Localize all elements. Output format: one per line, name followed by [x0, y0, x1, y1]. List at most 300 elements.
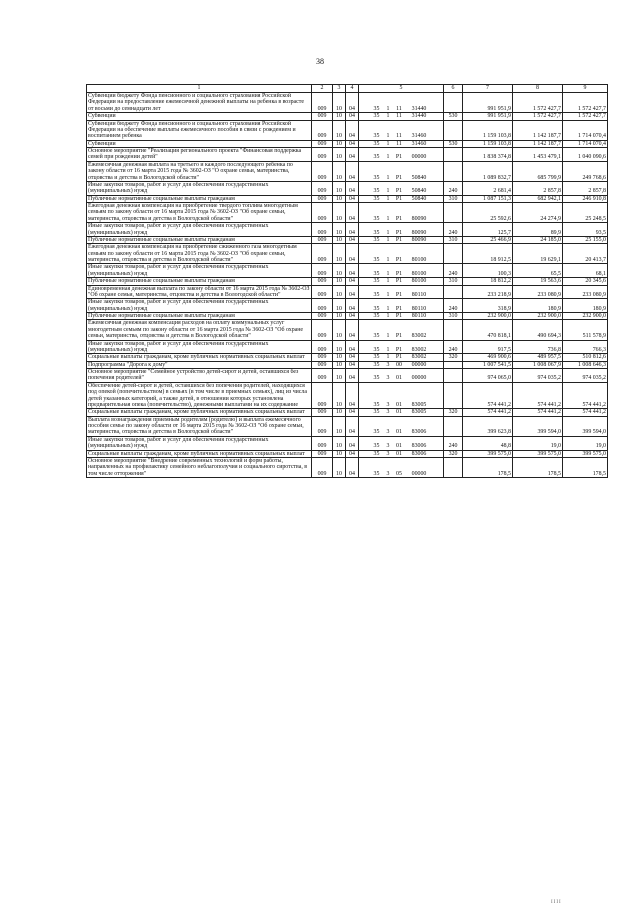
amount-year-3: 574 441,2: [563, 382, 608, 409]
amount-year-3: 178,5: [563, 457, 608, 477]
section-code: 10: [333, 382, 346, 409]
subsection-code: 04: [346, 223, 359, 237]
target-article-part: 83006: [411, 443, 427, 450]
row-name: Иные закупки товаров, работ и услуг для обеспечения государственных (муниципальных) нужд: [87, 340, 312, 354]
target-article-part: 80100: [411, 257, 427, 263]
table-row: [87, 120, 608, 140]
table-row: [87, 140, 608, 147]
expense-type-code: 310: [444, 313, 463, 320]
table-row: [87, 436, 608, 450]
amount-year-1: 574 441,2: [463, 382, 513, 409]
amount-year-2: 180,9: [513, 299, 563, 313]
table-row: [87, 416, 608, 436]
amount-year-3: 1 040 090,6: [563, 148, 608, 162]
subsection-code: 04: [346, 457, 359, 477]
section-code: 10: [333, 361, 346, 368]
amount-year-3: 1 008 646,3: [563, 361, 608, 368]
target-article-part: P1: [395, 215, 403, 222]
amount-year-3: 20 413,7: [563, 244, 608, 264]
expense-type-code: 240: [444, 223, 463, 237]
expense-type-code: [444, 93, 463, 113]
grbs-code: 009: [312, 354, 333, 361]
target-article-part: 35: [373, 278, 380, 285]
amount-year-2: 1 142 187,7: [513, 120, 563, 140]
target-article-code: [359, 120, 444, 140]
target-article-code: [359, 354, 444, 361]
target-article-part: 3: [386, 470, 390, 477]
target-article-part: 35: [373, 354, 380, 361]
target-article-part: 1: [386, 174, 390, 181]
subsection-code: 04: [346, 148, 359, 162]
target-article-code: [359, 416, 444, 436]
table-row: [87, 354, 608, 361]
target-article-part: P1: [395, 236, 403, 243]
grbs-code: 009: [312, 340, 333, 354]
table-row: [87, 244, 608, 264]
row-name: Единовременная денежная выплата по закону области от 16 марта 2015 года № 3602-ОЗ "Об охране семьи, материнства, отцовства и детства в Вологодской области": [87, 285, 312, 299]
target-article-part: 01: [396, 375, 402, 382]
expense-type-code: [444, 382, 463, 409]
expense-type-code: [444, 457, 463, 477]
target-article-part: 1: [386, 333, 390, 340]
amount-year-1: 1 087 151,3: [463, 195, 513, 202]
amount-year-2: 1 572 427,7: [513, 93, 563, 113]
target-article-part: 35: [373, 313, 380, 319]
grbs-code: 009: [312, 313, 333, 320]
target-article-part: 80090: [411, 215, 427, 222]
row-name: Иные закупки товаров, работ и услуг для обеспечения государственных (муниципальных) нужд: [87, 181, 312, 195]
expense-type-code: [444, 320, 463, 340]
column-header: 2: [312, 85, 333, 93]
subsection-code: 04: [346, 354, 359, 361]
grbs-code: 009: [312, 409, 333, 416]
table-row: [87, 113, 608, 120]
target-article-part: 35: [373, 291, 380, 298]
expense-type-code: 240: [444, 340, 463, 354]
amount-year-1: 18 912,5: [463, 244, 513, 264]
grbs-code: 009: [312, 140, 333, 147]
column-number-row: [87, 85, 608, 93]
target-article-part: 00000: [411, 470, 427, 477]
subsection-code: 04: [346, 264, 359, 278]
subsection-code: 04: [346, 416, 359, 436]
target-article-code: [359, 140, 444, 147]
section-code: 10: [333, 120, 346, 140]
target-article-part: 1: [386, 229, 390, 236]
column-header: 9: [563, 85, 608, 93]
target-article-part: 35: [373, 361, 380, 368]
target-article-part: 11: [396, 105, 402, 112]
expense-type-code: 310: [444, 236, 463, 243]
target-article-part: 1: [386, 140, 390, 147]
row-name: Публичные нормативные социальные выплаты гражданам: [87, 313, 312, 320]
target-article-part: 3: [386, 409, 390, 416]
table-row: [87, 450, 608, 457]
section-code: 10: [333, 416, 346, 436]
target-article-part: 35: [373, 113, 380, 120]
target-article-part: 11: [396, 140, 402, 147]
target-article-part: 50840: [411, 195, 427, 202]
section-code: 10: [333, 354, 346, 361]
target-article-part: 35: [373, 450, 380, 457]
expense-type-code: 320: [444, 409, 463, 416]
section-code: 10: [333, 264, 346, 278]
section-code: 10: [333, 278, 346, 285]
row-name: Ежемесячная денежная компенсация расходов на оплату коммунальных услуг многодетным семьям по закону области от 16 марта 2015 года № 3602-ОЗ "Об охране семьи, материнства, отцовства и детства в Вологодской области": [87, 320, 312, 340]
amount-year-1: 125,7: [463, 223, 513, 237]
subsection-code: 04: [346, 203, 359, 223]
target-article-code: [359, 361, 444, 368]
row-name: Публичные нормативные социальные выплаты гражданам: [87, 195, 312, 202]
grbs-code: 009: [312, 120, 333, 140]
amount-year-2: 19 563,6: [513, 278, 563, 285]
target-article-code: [359, 244, 444, 264]
table-row: [87, 93, 608, 113]
target-article-part: 3: [386, 450, 390, 457]
amount-year-3: 1 572 427,7: [563, 113, 608, 120]
amount-year-3: 246 910,8: [563, 195, 608, 202]
target-article-part: 35: [373, 305, 380, 312]
amount-year-1: 469 900,6: [463, 354, 513, 361]
amount-year-1: 917,5: [463, 340, 513, 354]
expense-type-code: [444, 203, 463, 223]
grbs-code: 009: [312, 93, 333, 113]
amount-year-1: 233 218,9: [463, 285, 513, 299]
target-article-code: [359, 299, 444, 313]
subsection-code: 04: [346, 195, 359, 202]
amount-year-1: 25 592,6: [463, 203, 513, 223]
amount-year-3: 249 768,6: [563, 161, 608, 181]
target-article-part: 3: [386, 429, 390, 436]
target-article-code: [359, 457, 444, 477]
section-code: 10: [333, 244, 346, 264]
amount-year-3: 511 578,9: [563, 320, 608, 340]
target-article-part: 35: [373, 346, 380, 353]
subsection-code: 04: [346, 93, 359, 113]
amount-year-3: 1 714 070,4: [563, 140, 608, 147]
target-article-part: 31460: [411, 140, 427, 147]
target-article-part: 1: [386, 105, 390, 112]
target-article-part: 3: [386, 443, 390, 450]
target-article-part: 00000: [411, 154, 427, 161]
grbs-code: 009: [312, 457, 333, 477]
table-row: [87, 236, 608, 243]
column-header: 4: [346, 85, 359, 93]
amount-year-3: 19,0: [563, 436, 608, 450]
subsection-code: 04: [346, 285, 359, 299]
grbs-code: 009: [312, 161, 333, 181]
table-row: [87, 223, 608, 237]
amount-year-2: 682 942,1: [513, 195, 563, 202]
expense-type-code: 240: [444, 181, 463, 195]
target-article-part: P1: [395, 354, 403, 361]
table-row: [87, 148, 608, 162]
target-article-part: P1: [395, 154, 403, 161]
amount-year-3: 233 080,9: [563, 285, 608, 299]
amount-year-2: 24 274,9: [513, 203, 563, 223]
target-article-part: 3: [386, 401, 390, 408]
amount-year-3: 974 035,2: [563, 369, 608, 383]
amount-year-3: 1 572 427,7: [563, 93, 608, 113]
amount-year-3: 25 248,5: [563, 203, 608, 223]
section-code: 10: [333, 320, 346, 340]
target-article-part: 31440: [411, 105, 427, 112]
expense-type-code: [444, 244, 463, 264]
target-article-part: 35: [373, 105, 380, 112]
target-article-code: [359, 161, 444, 181]
target-article-part: 80110: [411, 291, 427, 298]
target-article-code: [359, 236, 444, 243]
table-row: [87, 320, 608, 340]
target-article-part: 35: [373, 188, 380, 195]
expense-type-code: 240: [444, 436, 463, 450]
expense-type-code: [444, 416, 463, 436]
expense-type-code: 240: [444, 299, 463, 313]
target-article-part: 35: [373, 401, 380, 408]
expense-type-code: 320: [444, 450, 463, 457]
grbs-code: 009: [312, 416, 333, 436]
target-article-part: P1: [395, 278, 403, 285]
target-article-part: P1: [395, 174, 403, 181]
subsection-code: 04: [346, 140, 359, 147]
target-article-part: 05: [396, 470, 402, 477]
row-name: Субвенции бюджету Фонда пенсионного и социального страхования Российской Федерации на обеспечение выплаты ежемесячного пособия в связи с рождением и воспитанием ребенка: [87, 120, 312, 140]
row-name: Ежегодная денежная компенсация на приобретение твердого топлива многодетным семьям по закону области от 16 марта 2015 года № 3602-ОЗ "Об охране семьи, материнства, отцовства и детства в Вологодской области": [87, 203, 312, 223]
target-article-part: 83006: [411, 429, 427, 436]
section-code: 10: [333, 409, 346, 416]
amount-year-1: 18 812,2: [463, 278, 513, 285]
row-name: Ежегодная денежная компенсация на приобретение сжиженного газа многодетным семьям по закону области от 16 марта 2015 года № 3602-ОЗ "Об охране семьи, материнства, отцовства и детства в Вологодской области": [87, 244, 312, 264]
table-row: [87, 313, 608, 320]
amount-year-2: 974 035,2: [513, 369, 563, 383]
target-article-code: [359, 93, 444, 113]
grbs-code: 009: [312, 223, 333, 237]
amount-year-2: 24 185,0: [513, 236, 563, 243]
amount-year-3: 68,1: [563, 264, 608, 278]
target-article-part: P1: [395, 313, 403, 319]
expense-type-code: [444, 361, 463, 368]
table-row: [87, 369, 608, 383]
target-article-part: 50840: [411, 174, 427, 181]
target-article-part: 80100: [411, 270, 427, 277]
subsection-code: 04: [346, 382, 359, 409]
target-article-part: 1: [386, 133, 390, 140]
subsection-code: 04: [346, 120, 359, 140]
target-article-part: P1: [395, 270, 403, 277]
amount-year-2: 65,5: [513, 264, 563, 278]
target-article-part: 3: [386, 375, 390, 382]
target-article-part: 83005: [411, 401, 427, 408]
row-name: Социальные выплаты гражданам, кроме публичных нормативных социальных выплат: [87, 409, 312, 416]
amount-year-3: 1 714 070,4: [563, 120, 608, 140]
target-article-part: 83002: [411, 346, 427, 353]
table-row: [87, 285, 608, 299]
row-name: Выплата вознаграждения приемным родителям (родителю) и выплата ежемесячного пособия семье по закону области от 16 марта 2015 года № 3602-ОЗ "Об охране семьи, материнства, отцовства и детства в Вологодской области": [87, 416, 312, 436]
target-article-part: 80110: [411, 305, 427, 312]
subsection-code: 04: [346, 244, 359, 264]
amount-year-1: 574 441,2: [463, 409, 513, 416]
amount-year-3: 2 857,8: [563, 181, 608, 195]
target-article-part: 1: [386, 278, 390, 285]
subsection-code: 04: [346, 299, 359, 313]
row-name: Социальные выплаты гражданам, кроме публичных нормативных социальных выплат: [87, 450, 312, 457]
grbs-code: 009: [312, 450, 333, 457]
subsection-code: 04: [346, 361, 359, 368]
amount-year-1: 991 951,9: [463, 93, 513, 113]
grbs-code: 009: [312, 285, 333, 299]
section-code: 10: [333, 236, 346, 243]
target-article-part: 35: [373, 429, 380, 436]
amount-year-2: 232 900,0: [513, 313, 563, 320]
amount-year-1: 399 623,8: [463, 416, 513, 436]
row-name: Основное мероприятие "Реализация регионального проекта "Финансовая поддержка семей при рождении детей": [87, 148, 312, 162]
section-code: 10: [333, 313, 346, 320]
column-header: 7: [463, 85, 513, 93]
target-article-part: 35: [373, 140, 380, 147]
target-article-part: 50840: [411, 188, 427, 195]
target-article-code: [359, 181, 444, 195]
row-name: Иные закупки товаров, работ и услуг для обеспечения государственных (муниципальных) нужд: [87, 223, 312, 237]
amount-year-1: 399 575,0: [463, 450, 513, 457]
section-code: 10: [333, 93, 346, 113]
target-article-part: 35: [373, 133, 380, 140]
subsection-code: 04: [346, 320, 359, 340]
amount-year-3: 574 441,2: [563, 409, 608, 416]
target-article-part: 80100: [411, 278, 427, 285]
target-article-code: [359, 223, 444, 237]
target-article-code: [359, 369, 444, 383]
table-body: [87, 93, 608, 478]
amount-year-3: 25 155,0: [563, 236, 608, 243]
target-article-code: [359, 264, 444, 278]
subsection-code: 04: [346, 236, 359, 243]
target-article-part: 83002: [411, 354, 427, 361]
section-code: 10: [333, 450, 346, 457]
grbs-code: 009: [312, 113, 333, 120]
target-article-part: 35: [373, 195, 380, 202]
amount-year-2: 1 572 427,7: [513, 113, 563, 120]
target-article-part: 31460: [411, 133, 427, 140]
target-article-part: 1: [386, 113, 390, 120]
amount-year-2: 574 441,2: [513, 409, 563, 416]
target-article-part: 80090: [411, 229, 427, 236]
subsection-code: 04: [346, 181, 359, 195]
target-article-part: 35: [373, 333, 380, 340]
target-article-part: 01: [396, 401, 402, 408]
target-article-part: 01: [396, 443, 402, 450]
target-article-part: P1: [395, 229, 403, 236]
table-row: [87, 299, 608, 313]
grbs-code: 009: [312, 244, 333, 264]
amount-year-2: 1 142 187,7: [513, 140, 563, 147]
amount-year-2: 399 594,0: [513, 416, 563, 436]
section-code: 10: [333, 148, 346, 162]
target-article-code: [359, 278, 444, 285]
table-row: [87, 195, 608, 202]
amount-year-1: 1 007 541,5: [463, 361, 513, 368]
grbs-code: 009: [312, 148, 333, 162]
target-article-part: 80110: [411, 313, 427, 319]
target-article-part: 1: [386, 270, 390, 277]
amount-year-1: 25 466,9: [463, 236, 513, 243]
target-article-part: 35: [373, 174, 380, 181]
target-article-part: 80090: [411, 236, 427, 243]
target-article-code: [359, 195, 444, 202]
table-row: [87, 361, 608, 368]
target-article-part: 35: [373, 154, 380, 161]
amount-year-1: 1 089 832,7: [463, 161, 513, 181]
table-row: [87, 181, 608, 195]
table-row: [87, 278, 608, 285]
amount-year-2: 178,5: [513, 457, 563, 477]
target-article-code: [359, 203, 444, 223]
amount-year-1: 1 159 103,8: [463, 120, 513, 140]
table-row: [87, 340, 608, 354]
amount-year-1: 178,5: [463, 457, 513, 477]
target-article-part: 1: [386, 291, 390, 298]
grbs-code: 009: [312, 195, 333, 202]
amount-year-2: 233 080,9: [513, 285, 563, 299]
amount-year-2: 685 799,9: [513, 161, 563, 181]
target-article-code: [359, 409, 444, 416]
target-article-part: 35: [373, 229, 380, 236]
column-header: 8: [513, 85, 563, 93]
target-article-part: 1: [386, 195, 390, 202]
amount-year-2: 1 008 067,9: [513, 361, 563, 368]
amount-year-1: 1 838 374,8: [463, 148, 513, 162]
target-article-part: 11: [396, 113, 402, 120]
row-name: Субвенции бюджету Фонда пенсионного и социального страхования Российской Федерации на предоставление ежемесячной денежной выплаты на ребенка в возрасте от восьми до семнадцати лет: [87, 93, 312, 113]
section-code: 10: [333, 285, 346, 299]
target-article-part: 35: [373, 470, 380, 477]
grbs-code: 009: [312, 264, 333, 278]
section-code: 10: [333, 161, 346, 181]
amount-year-3: 232 900,0: [563, 313, 608, 320]
target-article-part: 1: [386, 313, 390, 319]
amount-year-1: 100,3: [463, 264, 513, 278]
table-row: [87, 409, 608, 416]
target-article-part: 35: [373, 270, 380, 277]
target-article-part: P1: [395, 305, 403, 312]
amount-year-3: 20 345,6: [563, 278, 608, 285]
target-article-part: 1: [386, 257, 390, 263]
section-code: 10: [333, 181, 346, 195]
target-article-part: 83006: [411, 450, 427, 457]
expense-type-code: 310: [444, 195, 463, 202]
amount-year-3: 766,3: [563, 340, 608, 354]
target-article-part: 00: [396, 361, 402, 368]
row-name: Субвенции: [87, 113, 312, 120]
target-article-part: 00000: [411, 375, 427, 382]
amount-year-3: 399 594,0: [563, 416, 608, 436]
amount-year-2: 490 694,3: [513, 320, 563, 340]
expense-type-code: 240: [444, 264, 463, 278]
section-code: 10: [333, 195, 346, 202]
subsection-code: 04: [346, 436, 359, 450]
amount-year-1: 974 065,0: [463, 369, 513, 383]
row-name: Иные закупки товаров, работ и услуг для обеспечения государственных (муниципальных) нужд: [87, 436, 312, 450]
table-row: [87, 203, 608, 223]
grbs-code: 009: [312, 320, 333, 340]
grbs-code: 009: [312, 181, 333, 195]
column-header: 6: [444, 85, 463, 93]
target-article-part: 31440: [411, 113, 427, 120]
target-article-code: [359, 340, 444, 354]
grbs-code: 009: [312, 203, 333, 223]
amount-year-2: 2 857,8: [513, 181, 563, 195]
subsection-code: 04: [346, 340, 359, 354]
row-name: Основное мероприятие "Семейное устройство детей-сирот и детей, оставшихся без попечения родителей": [87, 369, 312, 383]
